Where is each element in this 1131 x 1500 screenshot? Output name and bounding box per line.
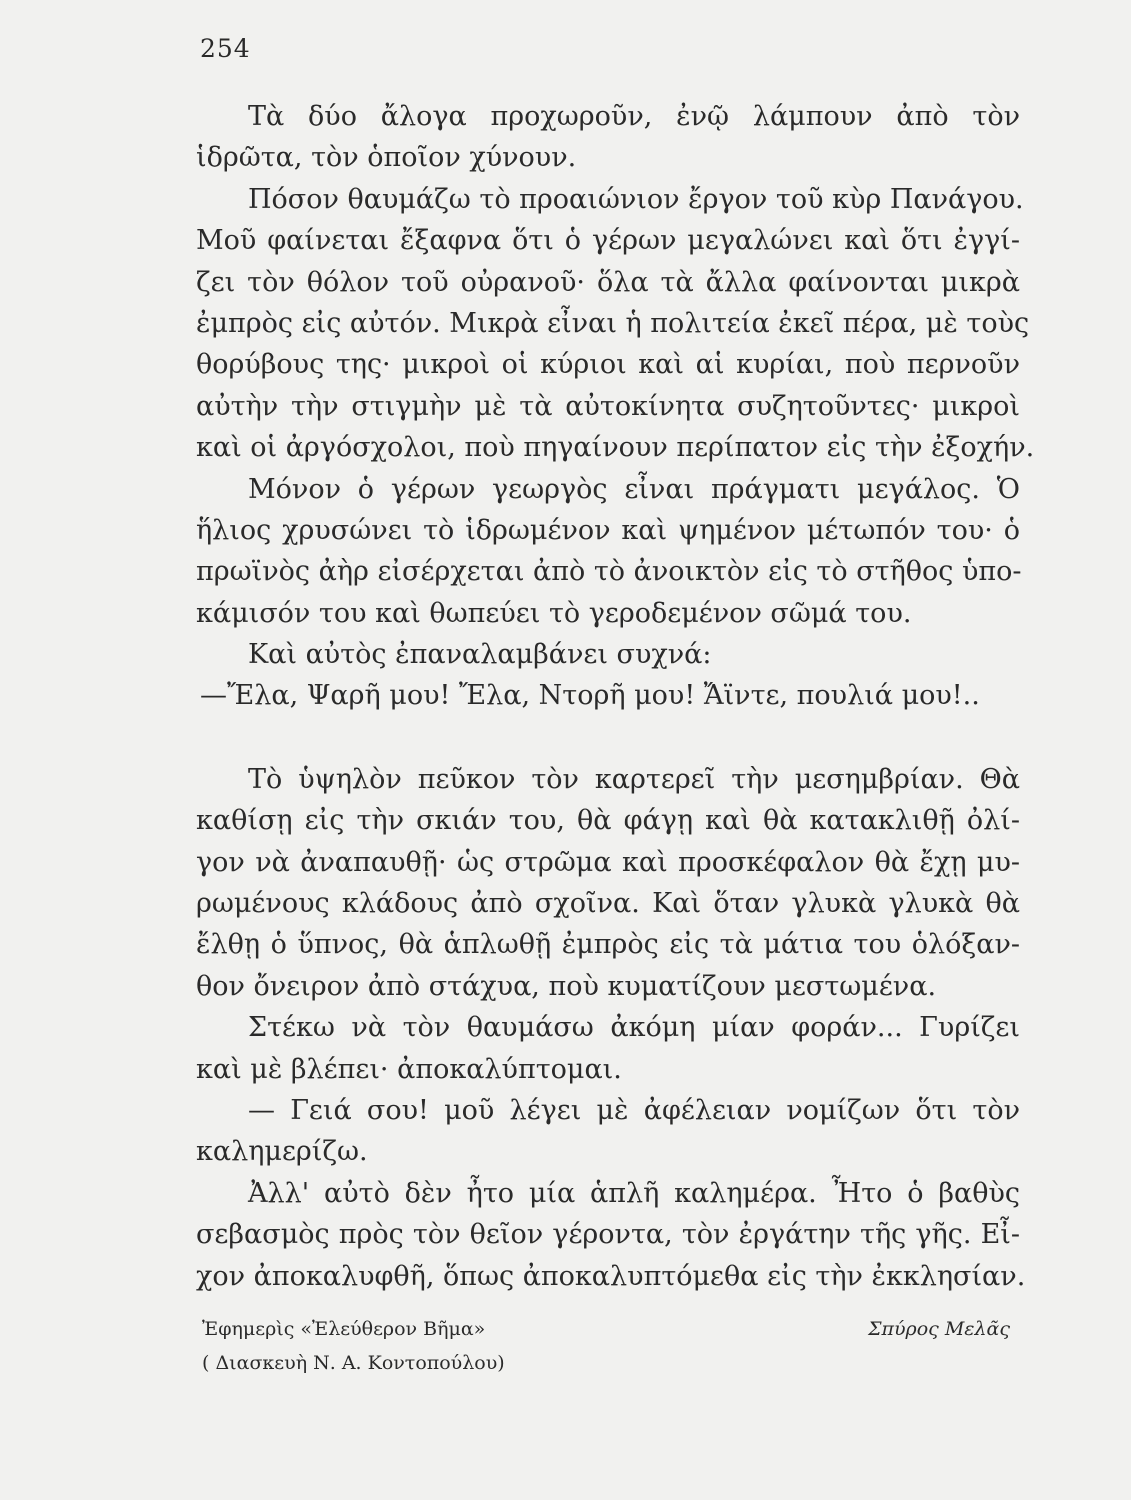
author-name: Σπύρος Μελᾶς [868, 1318, 1010, 1340]
source-footer [202, 1312, 1022, 1380]
text-line: καθίσῃ εἰς τὴν σκιάν του, θὰ φάγῃ καὶ θὰ κατακλιθῇ ὀλί- [196, 805, 1020, 837]
source-citation: Ἐφημερὶς «Ἐλεύθερον Βῆμα» [202, 1318, 486, 1340]
text-line: θον ὄνειρον ἀπὸ στάχυα, ποὺ κυματίζουν μεστωμένα. [196, 970, 937, 1002]
text-line: καλημερίζω. [196, 1136, 368, 1168]
text-line: καὶ μὲ βλέπει· ἀποκαλύπτομαι. [196, 1053, 622, 1085]
text-line: Στέκω νὰ τὸν θαυμάσω ἀκόμη μίαν φοράν... Γυρίζει [248, 1012, 1020, 1044]
paragraph-4 [196, 634, 1020, 675]
text-line: Μοῦ φαίνεται ἔξαφνα ὅτι ὁ γέρων μεγαλώνει καὶ ὅτι ἐγγί- [196, 225, 1020, 257]
text-line: κάμισόν του καὶ θωπεύει τὸ γεροδεμένον σῶμά του. [196, 597, 912, 629]
text-line: — Γειά σου! μοῦ λέγει μὲ ἀφέλειαν νομίζων ὅτι τὸν [248, 1094, 1020, 1126]
text-line: Καὶ αὐτὸς ἐπαναλαμβάνει συχνά: [248, 639, 712, 671]
body-text [196, 96, 1035, 1297]
text-line: σεβασμὸς πρὸς τὸν θεῖον γέροντα, τὸν ἐργάτην τῆς γῆς. Εἶ- [196, 1219, 1020, 1251]
text-line: ζει τὸν θόλον τοῦ οὐρανοῦ· ὅλα τὰ ἄλλα φαίνονται μικρὰ [196, 266, 1020, 298]
page-number: 254 [200, 34, 251, 63]
text-line: ἱδρῶτα, τὸν ὁποῖον χύνουν. [196, 142, 577, 174]
paragraph-3 [196, 469, 1020, 635]
text-line: Τὸ ὑψηλὸν πεῦκον τὸν καρτερεῖ τὴν μεσημβρίαν. Θὰ [248, 763, 1020, 795]
text-line: πρωϊνὸς ἀὴρ εἰσέρχεται ἀπὸ τὸ ἀνοικτὸν εἰς τὸ στῆθος ὑπο- [196, 556, 1022, 588]
text-line: θορύβους της· μικροὶ οἱ κύριοι καὶ αἱ κυρίαι, ποὺ περνοῦν [196, 349, 1020, 381]
text-line: χον ἀποκαλυφθῆ, ὅπως ἀποκαλυπτόμεθα εἰς τὴν ἐκκλησίαν. [196, 1260, 1026, 1292]
paragraph-1 [196, 96, 1020, 179]
text-line: Μόνον ὁ γέρων γεωργὸς εἶναι πράγματι μεγάλος. Ὁ [248, 473, 1020, 505]
text-line: ἔλθῃ ὁ ὕπνος, θὰ ἁπλωθῇ ἐμπρὸς εἰς τὰ μάτια του ὁλόξαν- [196, 929, 1020, 961]
text-line: Τὰ δύο ἄλογα προχωροῦν, ἐνῷ λάμπουν ἀπὸ τὸν [248, 101, 1020, 132]
text-line: ἥλιος χρυσώνει τὸ ἱδρωμένον καὶ ψημένον μέτωπόν του· ὁ [196, 514, 1020, 546]
text-line: Ἀλλ' αὐτὸ δὲν ἦτο μία ἁπλῆ καλημέρα. Ἦτο ὁ βαθὺς [248, 1177, 1020, 1209]
text-line: καὶ οἱ ἀργόσχολοι, ποὺ πηγαίνουν περίπατον εἰς τὴν ἐξοχήν. [196, 432, 1035, 464]
paragraph-6 [196, 1007, 1020, 1090]
text-line: Πόσον θαυμάζω τὸ προαιώνιον ἔργον τοῦ κὺρ Πανάγου. [248, 183, 1024, 215]
text-line: γον νὰ ἀναπαυθῇ· ὡς στρῶμα καὶ προσκέφαλον θὰ ἔχῃ μυ- [196, 846, 1020, 878]
text-line: αὐτὴν τὴν στιγμὴν μὲ τὰ αὐτοκίνητα συζητοῦντες· μικροὶ [196, 390, 1020, 422]
section-break [196, 717, 1020, 759]
text-line: ἐμπρὸς εἰς αὐτόν. Μικρὰ εἶναι ἡ πολιτεία ἐκεῖ πέρα, μὲ τοὺς [196, 307, 1030, 339]
adaptation-note: ( Διασκευὴ Ν. Α. Κοντοπούλου) [202, 1352, 505, 1374]
paragraph-5 [196, 759, 1020, 1007]
paragraph-8 [196, 1173, 1026, 1297]
paragraph-2 [196, 179, 1035, 469]
paragraph-7 [196, 1090, 1020, 1173]
dialog-line: —Ἔλα, Ψαρῆ μου! Ἔλα, Ντορῆ μου! Ἄϊντε, πουλιά μου!.. [200, 680, 980, 712]
text-line: ρωμένους κλάδους ἀπὸ σχοῖνα. Καὶ ὅταν γλυκὰ γλυκὰ θὰ [196, 888, 1020, 920]
